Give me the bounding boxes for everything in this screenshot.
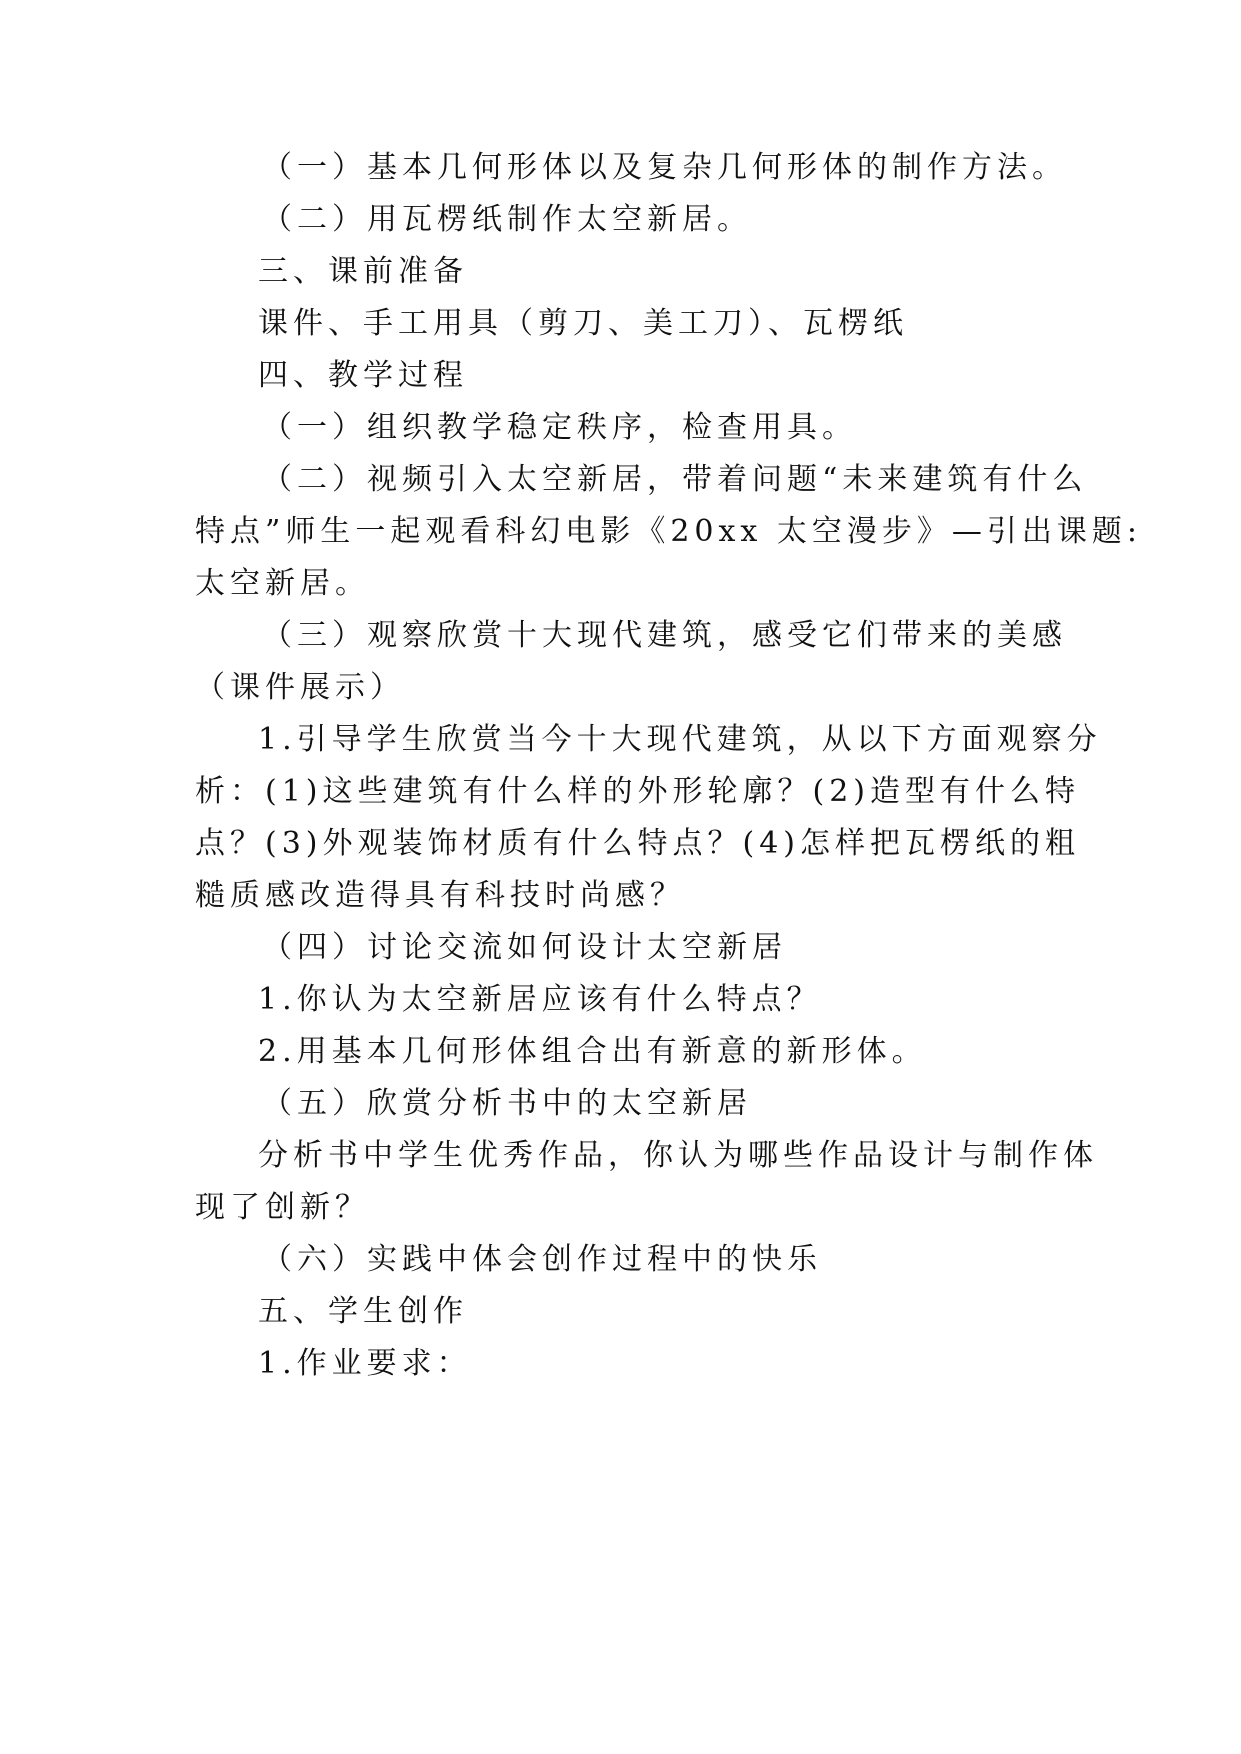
process-step-2-line-3: 太空新居。 bbox=[195, 566, 370, 601]
assignment-requirements: 1.作业要求： bbox=[258, 1346, 472, 1381]
heading-preparation: 三、课前准备 bbox=[258, 254, 468, 289]
appreciation-line-4: 糙质感改造得具有科技时尚感？ bbox=[195, 878, 685, 913]
appreciation-line-1: 1.引导学生欣赏当今十大现代建筑，从以下方面观察分 bbox=[258, 722, 1102, 757]
discussion-item-1: 1.你认为太空新居应该有什么特点？ bbox=[258, 982, 822, 1017]
process-step-2-line-2: 特点”师生一起观看科幻电影《20xx 太空漫步》—引出课题: bbox=[195, 514, 1142, 549]
process-step-1: （一）组织教学稳定秩序，检查用具。 bbox=[262, 410, 857, 445]
process-step-2-line-1: （二）视频引入太空新居，带着问题“未来建筑有什么 bbox=[262, 462, 1088, 497]
analysis-line-1: 分析书中学生优秀作品，你认为哪些作品设计与制作体 bbox=[258, 1138, 1098, 1173]
section-1-item-1: （一）基本几何形体以及复杂几何形体的制作方法。 bbox=[262, 150, 1067, 185]
process-step-4: （四）讨论交流如何设计太空新居 bbox=[262, 930, 787, 965]
process-step-3-line-1: （三）观察欣赏十大现代建筑，感受它们带来的美感 bbox=[262, 618, 1067, 653]
appreciation-line-3: 点？(3)外观装饰材质有什么特点？(4)怎样把瓦楞纸的粗 bbox=[195, 826, 1080, 861]
discussion-item-2: 2.用基本几何形体组合出有新意的新形体。 bbox=[258, 1034, 927, 1069]
process-step-6: （六）实践中体会创作过程中的快乐 bbox=[262, 1242, 822, 1277]
preparation-items: 课件、手工用具（剪刀、美工刀）、瓦楞纸 bbox=[258, 306, 908, 341]
analysis-line-2: 现了创新？ bbox=[195, 1190, 370, 1225]
heading-student-creation: 五、学生创作 bbox=[258, 1294, 468, 1329]
process-step-3-line-2: （课件展示） bbox=[195, 670, 405, 705]
section-1-item-2: （二）用瓦楞纸制作太空新居。 bbox=[262, 202, 752, 237]
heading-teaching-process: 四、教学过程 bbox=[258, 358, 468, 393]
appreciation-line-2: 析：(1)这些建筑有什么样的外形轮廓？(2)造型有什么特 bbox=[195, 774, 1080, 809]
process-step-5: （五）欣赏分析书中的太空新居 bbox=[262, 1086, 752, 1121]
